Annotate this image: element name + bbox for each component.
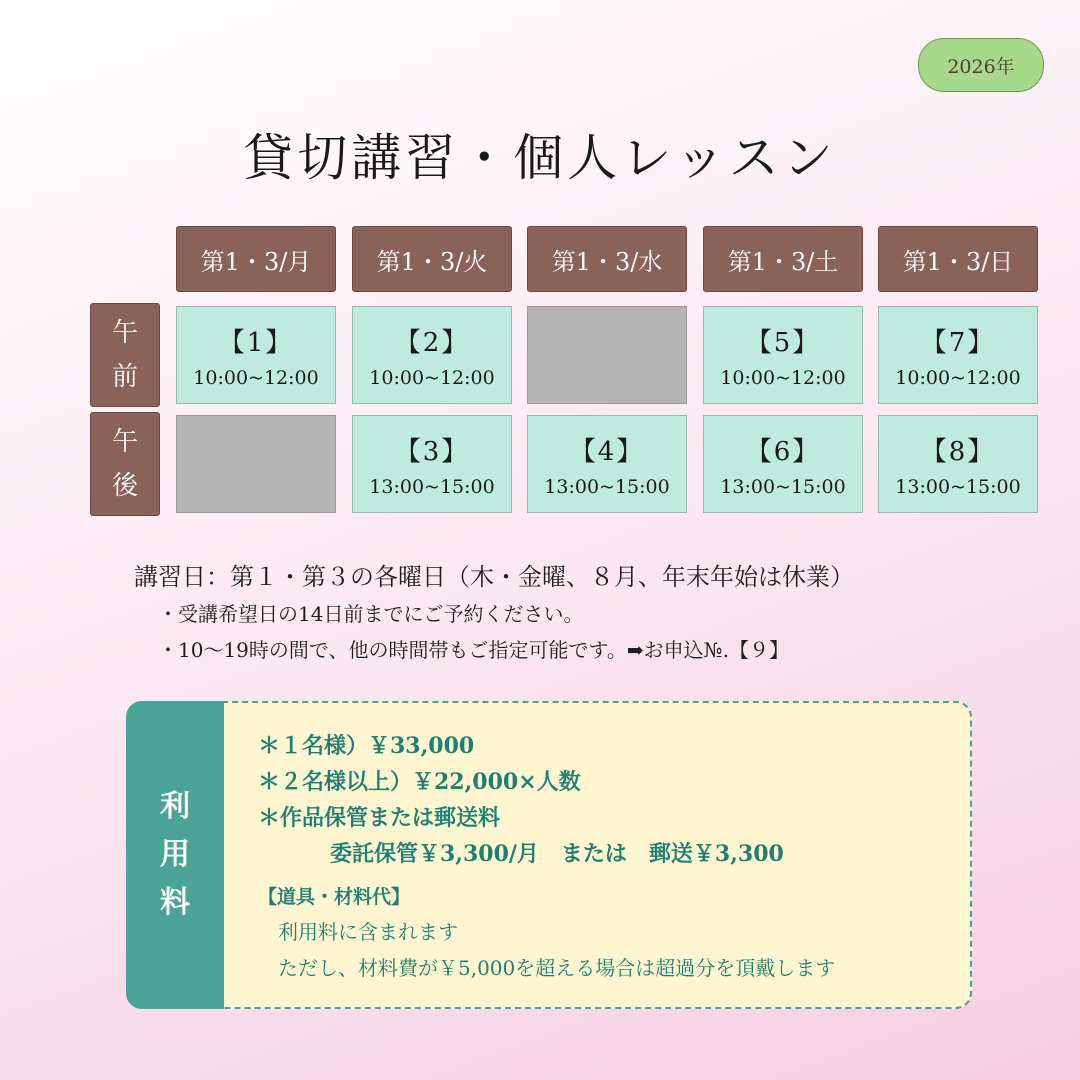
slot-number: 【3】 (394, 436, 470, 467)
page-title: 貸切講習・個人レッスン (243, 129, 837, 187)
tools-included: 利用料に含まれます (278, 920, 458, 944)
slot-5[interactable] (703, 306, 863, 404)
slot-6[interactable] (703, 415, 863, 513)
fee-label (126, 701, 224, 1009)
slot-number: 【8】 (920, 436, 996, 467)
slot-time: 10:00~12:00 (193, 366, 319, 389)
day-header-wed: 第1・3/水 (527, 226, 687, 292)
fee-content (258, 728, 835, 986)
day-header-mon: 第1・3/月 (176, 226, 336, 292)
slot-time: 13:00~15:00 (720, 475, 846, 498)
slot-7[interactable] (878, 306, 1038, 404)
period-afternoon (90, 412, 160, 516)
slot-empty-mon-afternoon (176, 415, 336, 513)
slot-time: 10:00~12:00 (369, 366, 495, 389)
slot-1[interactable] (176, 306, 336, 404)
slot-number: 【5】 (745, 327, 821, 358)
slot-time: 13:00~15:00 (895, 475, 1021, 498)
day-header-tue: 第1・3/火 (352, 226, 512, 292)
fee-single: ＊１名様）￥33,000 (258, 733, 475, 759)
day-header-sun: 第1・3/日 (878, 226, 1038, 292)
slot-empty-wed-morning (527, 306, 687, 404)
tools-heading: 【道具・材料代】 (258, 886, 411, 908)
slot-number: 【7】 (920, 327, 996, 358)
note-advance-booking: ・受講希望日の14日前までにご予約ください。 (158, 602, 584, 626)
slot-time: 10:00~12:00 (895, 366, 1021, 389)
notes (134, 558, 854, 668)
note-other-times: ・10～19時の間で、他の時間帯もご指定可能です。➡お申込№.【９】 (158, 638, 789, 662)
day-header-sat: 第1・3/土 (703, 226, 863, 292)
slot-time: 10:00~12:00 (720, 366, 846, 389)
slot-number: 【4】 (569, 436, 645, 467)
period-morning-char-2: 前 (111, 362, 138, 392)
note-main: 講習日：第１・第３の各曜日（木・金曜、８月、年末年始は休業） (134, 563, 854, 591)
tools-excess-charge: ただし、材料費が￥5,000を超える場合は超過分を頂戴します (278, 956, 836, 980)
fee-label-char-1: 利 (160, 789, 190, 824)
slot-number: 【2】 (394, 327, 470, 358)
slot-time: 13:00~15:00 (369, 475, 495, 498)
fee-label-char-3: 料 (160, 885, 190, 920)
fee-storage-shipping-detail: 委託保管￥3,300/月 または 郵送￥3,300 (330, 841, 784, 867)
slot-number: 【1】 (218, 327, 294, 358)
slot-time: 13:00~15:00 (544, 475, 670, 498)
fee-label-char-2: 用 (160, 837, 190, 872)
slot-2[interactable] (352, 306, 512, 404)
slot-4[interactable] (527, 415, 687, 513)
fee-group: ＊２名様以上）￥22,000×人数 (258, 769, 581, 795)
slot-3[interactable] (352, 415, 512, 513)
period-morning (90, 303, 160, 407)
period-morning-char-1: 午 (111, 318, 138, 348)
slot-8[interactable] (878, 415, 1038, 513)
period-afternoon-char-1: 午 (111, 427, 138, 457)
fee-storage-shipping: ＊作品保管または郵送料 (258, 805, 501, 831)
slot-number: 【6】 (745, 436, 821, 467)
year-badge: 2026年 (918, 38, 1044, 92)
period-afternoon-char-2: 後 (111, 471, 138, 501)
